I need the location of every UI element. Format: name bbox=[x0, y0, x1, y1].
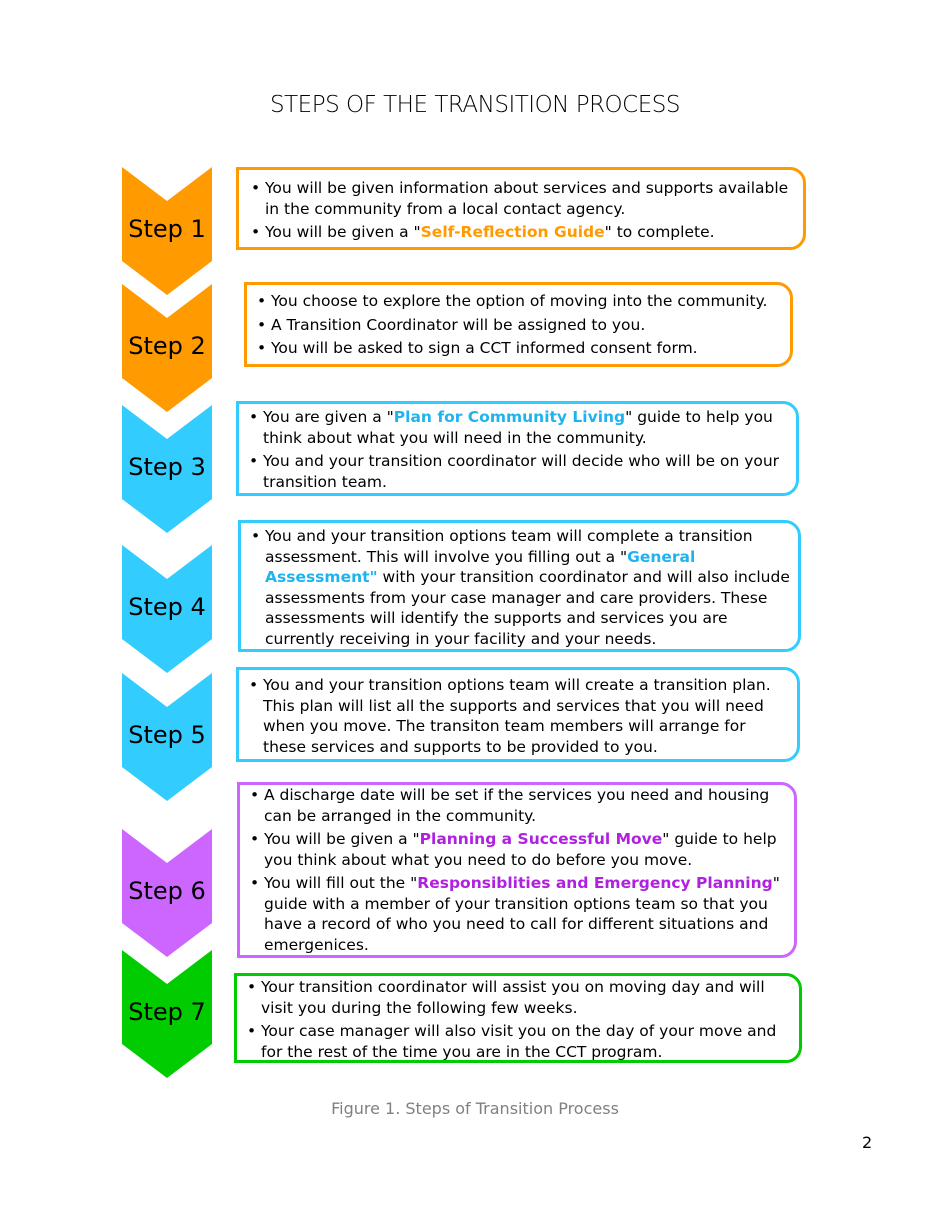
bullet-text: Your case manager will also visit you on the day of your move and for the rest of the time you are in the CCT program. bbox=[261, 1022, 777, 1061]
step-3-description-box bbox=[236, 401, 799, 496]
step-1-description-box bbox=[236, 167, 806, 250]
bullet-text: " guide to help you think about what you need to do before you move. bbox=[264, 830, 777, 869]
step-1-bullet bbox=[251, 222, 795, 243]
step-3-bullet bbox=[249, 451, 788, 492]
step-7-bullet bbox=[247, 1021, 791, 1062]
step-2-description-box bbox=[244, 282, 793, 367]
step-2-bullet bbox=[257, 315, 782, 336]
bullet-text: You choose to explore the option of moving into the community. bbox=[271, 292, 768, 310]
step-6-description-box bbox=[237, 782, 797, 958]
bullet-text: You and your transition coordinator will decide who will be on your transition team. bbox=[263, 452, 780, 491]
step-2-bullet bbox=[257, 338, 782, 359]
step-6-chevron bbox=[122, 829, 212, 957]
step-4-bullet-list bbox=[251, 526, 790, 649]
step-5-description-box bbox=[236, 667, 800, 762]
bullet-text: Your transition coordinator will assist you on moving day and will visit you during the following few weeks. bbox=[261, 978, 765, 1017]
step-4-label: Step 4 bbox=[128, 593, 206, 621]
bullet-text: " guide to help you think about what you will need in the community. bbox=[263, 408, 773, 447]
page-title: STEPS OF THE TRANSITION PROCESS bbox=[270, 92, 680, 118]
bullet-text: A discharge date will be set if the services you need and housing can be arranged in the community. bbox=[264, 786, 770, 825]
step-3-label: Step 3 bbox=[128, 453, 206, 481]
step-6-bullet bbox=[250, 785, 784, 826]
step-6-bullet bbox=[250, 873, 784, 955]
highlighted-guide-name: Responsiblities and Emergency Planning bbox=[417, 874, 773, 892]
bullet-text: You and your transition options team will complete a transition assessment. This will involve you filling out a " bbox=[265, 527, 753, 566]
step-4-bullet bbox=[251, 526, 790, 649]
bullet-text: You will fill out the " bbox=[264, 874, 418, 892]
step-7-bullet-list bbox=[247, 977, 791, 1062]
highlighted-guide-name: General Assessment" bbox=[265, 547, 696, 586]
step-3-chevron bbox=[122, 405, 212, 533]
step-3-bullet-list bbox=[249, 407, 788, 492]
bullet-text: with your transition coordinator and will also include assessments from your case manager and care providers. These assessments will identify the supports and services you are currently receiving in your facility and your needs. bbox=[265, 568, 790, 648]
bullet-text: You are given a " bbox=[263, 408, 394, 426]
step-4-chevron bbox=[122, 545, 212, 673]
bullet-text: " to complete. bbox=[604, 223, 715, 241]
bullet-text: You will be given a " bbox=[264, 830, 420, 848]
bullet-text: You will be given a " bbox=[265, 223, 421, 241]
figure-caption: Figure 1. Steps of Transition Process bbox=[331, 1099, 619, 1118]
bullet-text: A Transition Coordinator will be assigned to you. bbox=[271, 315, 646, 334]
step-5-chevron bbox=[122, 673, 212, 801]
step-2-chevron bbox=[122, 284, 212, 412]
step-2-bullet-list bbox=[257, 291, 782, 359]
step-1-bullet bbox=[251, 178, 795, 219]
step-1-label: Step 1 bbox=[128, 215, 206, 243]
highlighted-guide-name: Self-Reflection Guide bbox=[420, 223, 605, 241]
highlighted-guide-name: Plan for Community Living bbox=[393, 408, 626, 426]
step-1-bullet-list bbox=[251, 178, 795, 243]
highlighted-guide-name: Planning a Successful Move bbox=[419, 830, 663, 848]
step-7-label: Step 7 bbox=[128, 998, 206, 1026]
step-6-label: Step 6 bbox=[128, 877, 206, 905]
step-1-chevron bbox=[122, 167, 212, 295]
bullet-text: You will be asked to sign a CCT informed consent form. bbox=[271, 339, 698, 357]
step-6-bullet-list bbox=[250, 785, 784, 955]
bullet-text: " guide with a member of your transition options team so that you have a record of who you need to call for different situations and emergenices. bbox=[264, 874, 780, 954]
step-5-label: Step 5 bbox=[128, 721, 206, 749]
step-3-bullet bbox=[249, 407, 788, 448]
step-7-description-box bbox=[234, 973, 802, 1063]
bullet-text: You and your transition options team will create a transition plan. This plan will list all the supports and services that you will need when you move. The transiton team members will arrange for these services and supports to be provided to you. bbox=[263, 676, 771, 756]
step-4-description-box bbox=[238, 520, 801, 652]
step-2-bullet bbox=[257, 291, 782, 312]
bullet-text: You will be given information about services and supports available in the community from a local contact agency. bbox=[265, 179, 789, 218]
page-number: 2 bbox=[862, 1133, 873, 1152]
step-2-label: Step 2 bbox=[128, 332, 206, 360]
step-7-chevron bbox=[122, 950, 212, 1078]
step-7-bullet bbox=[247, 977, 791, 1018]
step-5-bullet-list bbox=[249, 675, 791, 757]
step-5-bullet bbox=[249, 675, 791, 757]
step-6-bullet bbox=[250, 829, 784, 870]
